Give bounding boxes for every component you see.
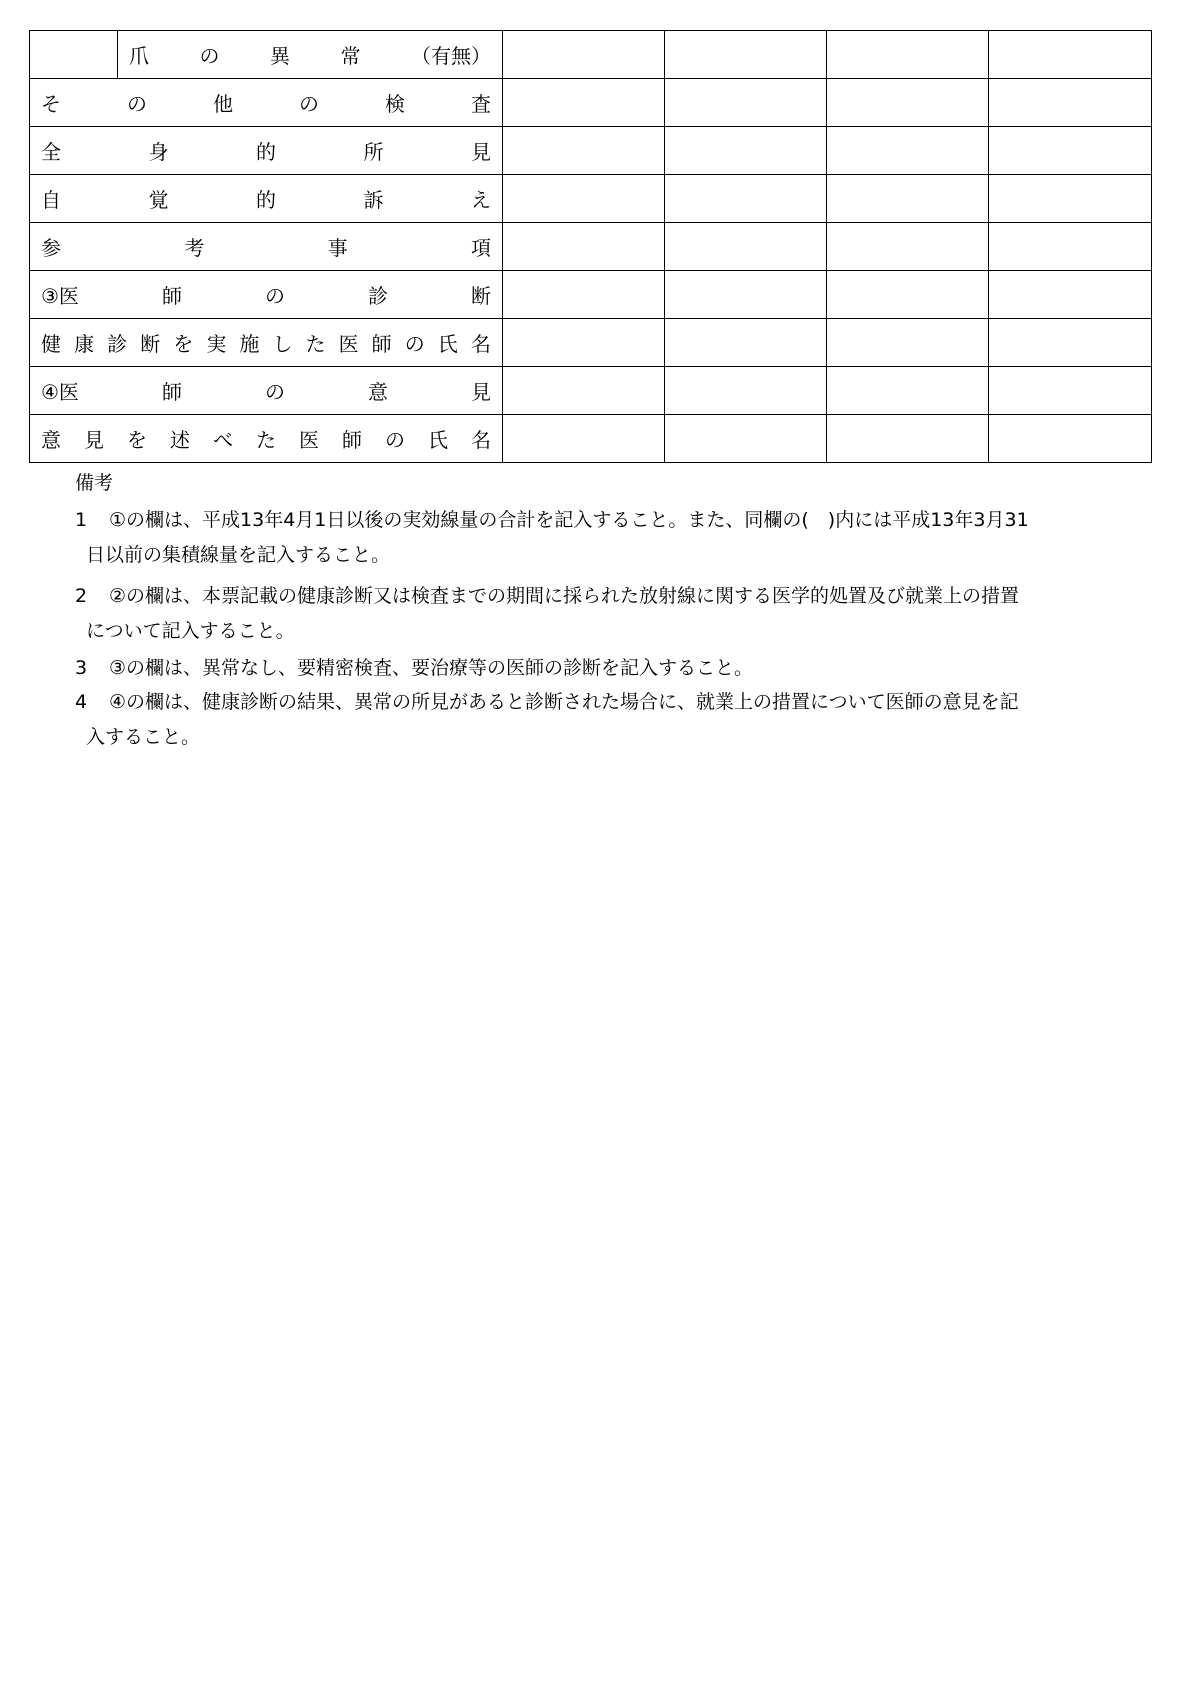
label-char: 康 (74, 332, 95, 356)
entry-cell[interactable] (665, 415, 827, 463)
entry-cell[interactable] (503, 31, 665, 79)
label-char: の (385, 428, 405, 452)
label-char: 診 (107, 332, 128, 356)
row-label (30, 415, 503, 463)
row-label (30, 223, 503, 271)
label-char: 常 (340, 44, 361, 68)
entry-cell[interactable] (665, 127, 827, 175)
table-row (30, 367, 1152, 415)
entry-cell[interactable] (827, 127, 989, 175)
table-row (30, 31, 1152, 79)
table-row (30, 319, 1152, 367)
label-char: の (199, 44, 220, 68)
entry-cell[interactable] (989, 319, 1152, 367)
entry-cell[interactable] (827, 415, 989, 463)
label-char: 断 (471, 284, 491, 308)
label-char: ④医 (41, 380, 79, 404)
entry-cell[interactable] (989, 367, 1152, 415)
entry-cell[interactable] (503, 175, 665, 223)
remark-number: 3 (75, 657, 88, 679)
label-char: 検 (385, 92, 405, 116)
row-label (118, 31, 503, 79)
row-label (30, 271, 503, 319)
entry-cell[interactable] (827, 31, 989, 79)
label-char: べ (213, 428, 233, 452)
label-char: 異 (270, 44, 290, 68)
label-char: 所 (363, 140, 384, 164)
entry-cell[interactable] (665, 175, 827, 223)
label-char: （有無） (411, 44, 491, 68)
table-row (30, 79, 1152, 127)
entry-cell[interactable] (665, 79, 827, 127)
label-char: 考 (184, 236, 205, 260)
entry-cell[interactable] (827, 319, 989, 367)
label-char: 他 (213, 92, 233, 116)
label-char: 全 (41, 140, 61, 164)
label-char: 参 (41, 236, 61, 260)
label-char: 断 (140, 332, 161, 356)
label-char: の (299, 92, 319, 116)
entry-cell[interactable] (503, 319, 665, 367)
label-char: 見 (471, 380, 491, 404)
entry-cell[interactable] (827, 367, 989, 415)
remark-number: 2 (75, 585, 88, 607)
row-label (30, 367, 503, 415)
entry-cell[interactable] (665, 223, 827, 271)
remark-text-continued: 日以前の集積線量を記入すること。 (86, 544, 391, 566)
remark-number: 1 (75, 509, 88, 531)
table-row (30, 223, 1152, 271)
entry-cell[interactable] (503, 127, 665, 175)
label-char: し (272, 332, 293, 356)
row-label (30, 79, 503, 127)
entry-cell[interactable] (827, 79, 989, 127)
label-char: 見 (471, 140, 491, 164)
label-char: え (471, 188, 491, 212)
label-char: を (173, 332, 194, 356)
entry-cell[interactable] (827, 271, 989, 319)
label-char: 医 (338, 332, 359, 356)
label-char: を (127, 428, 147, 452)
entry-cell[interactable] (665, 271, 827, 319)
label-char: た (305, 332, 326, 356)
remark-text: ④の欄は、健康診断の結果、異常の所見があると診断された場合に、就業上の措置について医師の意見を記 (109, 691, 1019, 713)
table-row (30, 415, 1152, 463)
label-char: 意 (41, 428, 61, 452)
remark-text: ③の欄は、異常なし、要精密検査、要治療等の医師の診断を記入すること。 (109, 657, 754, 679)
label-char: の (264, 284, 285, 308)
entry-cell[interactable] (989, 127, 1152, 175)
health-record-table (29, 30, 1152, 463)
remarks-heading: 備考 (75, 472, 114, 494)
label-char: 氏 (437, 332, 458, 356)
table-row (30, 127, 1152, 175)
label-char: 師 (342, 428, 362, 452)
label-char: 査 (471, 92, 491, 116)
label-char: の (127, 92, 147, 116)
entry-cell[interactable] (503, 223, 665, 271)
entry-cell[interactable] (989, 223, 1152, 271)
entry-cell[interactable] (503, 367, 665, 415)
label-char: 爪 (129, 44, 149, 68)
label-char: 的 (256, 188, 276, 212)
entry-cell[interactable] (989, 415, 1152, 463)
label-char: 実 (206, 332, 227, 356)
label-char: 施 (239, 332, 260, 356)
label-char: 訴 (363, 188, 384, 212)
label-char: 健 (41, 332, 61, 356)
label-char: 師 (371, 332, 392, 356)
remark-text-continued: について記入すること。 (86, 620, 295, 642)
entry-cell[interactable] (989, 79, 1152, 127)
label-char: 名 (470, 332, 491, 356)
entry-cell[interactable] (989, 271, 1152, 319)
label-char: の (404, 332, 425, 356)
label-char: 述 (170, 428, 190, 452)
group-cell (30, 31, 118, 79)
entry-cell[interactable] (665, 367, 827, 415)
label-char: 項 (470, 236, 491, 260)
remark-number: 4 (75, 691, 88, 713)
entry-cell[interactable] (665, 319, 827, 367)
label-char: 氏 (428, 428, 448, 452)
table-row (30, 175, 1152, 223)
label-char: 師 (161, 284, 182, 308)
entry-cell[interactable] (665, 31, 827, 79)
table-row (30, 271, 1152, 319)
label-char: ③医 (41, 284, 79, 308)
label-char: 名 (471, 428, 491, 452)
remark-text: ②の欄は、本票記載の健康診断又は検査までの期間に採られた放射線に関する医学的処置及び就業上の措置 (109, 585, 1020, 607)
remark-text-continued: 入すること。 (86, 726, 201, 748)
row-label (30, 127, 503, 175)
row-label (30, 319, 503, 367)
entry-cell[interactable] (503, 271, 665, 319)
label-char: の (264, 380, 285, 404)
label-char: 診 (367, 284, 388, 308)
label-char: 師 (161, 380, 182, 404)
remark-text: ①の欄は、平成13年4月1日以後の実効線量の合計を記入すること。また、同欄の( )内には平成13年3月31 (109, 509, 1029, 531)
entry-cell[interactable] (827, 175, 989, 223)
label-char: 覚 (148, 188, 169, 212)
entry-cell[interactable] (503, 79, 665, 127)
label-char: そ (41, 92, 61, 116)
label-char: 自 (41, 188, 61, 212)
label-char: 医 (299, 428, 319, 452)
label-char: 意 (367, 380, 388, 404)
entry-cell[interactable] (989, 175, 1152, 223)
label-char: た (256, 428, 276, 452)
entry-cell[interactable] (503, 415, 665, 463)
entry-cell[interactable] (989, 31, 1152, 79)
label-char: 見 (84, 428, 104, 452)
label-char: 身 (148, 140, 169, 164)
label-char: 的 (256, 140, 276, 164)
row-label (30, 175, 503, 223)
label-char: 事 (327, 236, 348, 260)
entry-cell[interactable] (827, 223, 989, 271)
